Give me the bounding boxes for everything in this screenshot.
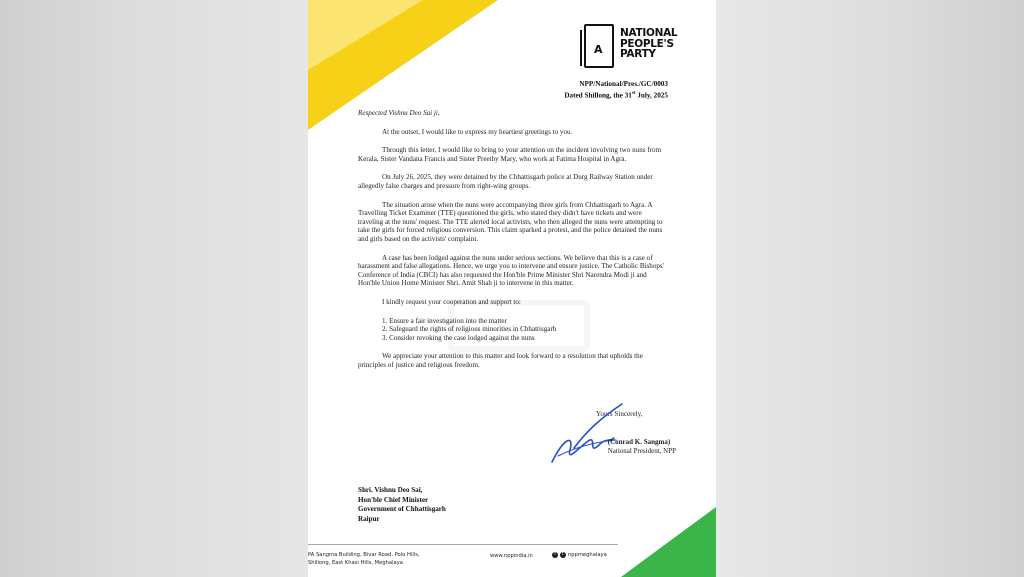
party-name-line2: PEOPLE'S [620,37,674,50]
footer-website: www.nppindia.in [490,553,533,559]
twitter-icon: t [560,552,566,558]
addressee-block [358,486,446,524]
addressee-city: Raipur [358,514,380,523]
party-name [620,28,677,60]
reference-number: NPP/National/Pres./GC/0003 [579,80,668,88]
party-name-line1: NATIONAL [620,27,678,39]
reference-block [564,80,668,100]
list-item: 3. Consider revoking the case lodged against the nuns [382,333,535,342]
final-paragraph: We appreciate your attention to this matter and look forward to a resolution that upholds the principles of justice and religious freedom. [358,352,643,369]
addressee-name: Shri. Vishnu Deo Sai, [358,486,423,494]
salutation: Respected Vishnu Deo Sai ji, [358,109,440,117]
book-logo-icon [584,24,614,68]
party-logo [584,24,696,72]
paragraph: On July 26, 2025, they were detained by the Chhattisgarh police at Durg Railway Station under allegedly false charges and pressure from right-wing groups. [358,173,653,190]
footer-social [552,552,607,558]
footer-address: PA Sangma Building, Bivar Road, Polo Hills, Shillong, East Khasi Hills, Meghalaya [308,552,420,566]
list-item: 2. Safeguard the rights of religious minorities in Chhattisgarh [382,325,557,334]
signer-name: (Conrad K. Sangma) [607,438,671,446]
green-corner-decoration [621,507,716,577]
letter-page [308,0,716,577]
paragraph: I kindly request your cooperation and support to: [382,297,521,306]
signer-block [608,438,676,456]
footer-divider [308,544,618,545]
closing: Yours Sincerely, [596,410,643,418]
party-name-line3: PARTY [620,48,656,60]
facebook-icon: f [552,552,558,558]
paragraph: A case has been lodged against the nuns under serious sections. We believe that this is a case of harassment and false allegations. Hence, we urge you to intervene and ensure justice. The Catholic Bishops' Conference of India (CBCI) has also requested the Hon'ble Prime Minister Shri Narendra Modi ji and Hon'ble Union Home Minister Shri. Amit Shah ji to intervene in this matter. [358,253,664,288]
addressee-designation: Hon'ble Chief Minister [358,495,429,504]
letter-body [358,109,668,379]
blurred-background-right [716,0,1024,577]
paragraph: At the outset, I would like to express my heartiest greetings to you. [382,127,573,136]
request-list [382,317,668,343]
blurred-background-left [0,0,308,577]
letter-date: Dated Shillong, the 31st July, 2025 [564,91,668,100]
paragraph: Through this letter, I would like to bring to your attention on the incident involving two nuns from Kerala, Sister Vandana Francis and Sister Preethy Mary, who work at Fatima Hospital in Agra. [358,146,662,163]
social-handle: nppmeghalaya [568,552,607,558]
signer-title: National President, NPP [607,447,676,455]
yellow-corner-highlight [308,0,423,70]
book-letter: A [594,43,603,56]
addressee-government: Government of Chhattisgarh [358,505,446,514]
paragraph: The situation arose when the nuns were accompanying three girls from Chhattisgarh to Agra. A Travelling Ticket Examiner (TTE) questioned the girls, who stated they didn't have tickets and were traveling at the nuns' request. The TTE alerted local activists, who then alleged the nuns were attempting to take the girls for forced religious conversion. This claim sparked a protest, and the police detained the nuns and girls based on the activists' complaint. [358,200,663,243]
list-item: 1. Ensure a fair investigation into the matter [382,316,507,325]
signature [544,398,634,470]
